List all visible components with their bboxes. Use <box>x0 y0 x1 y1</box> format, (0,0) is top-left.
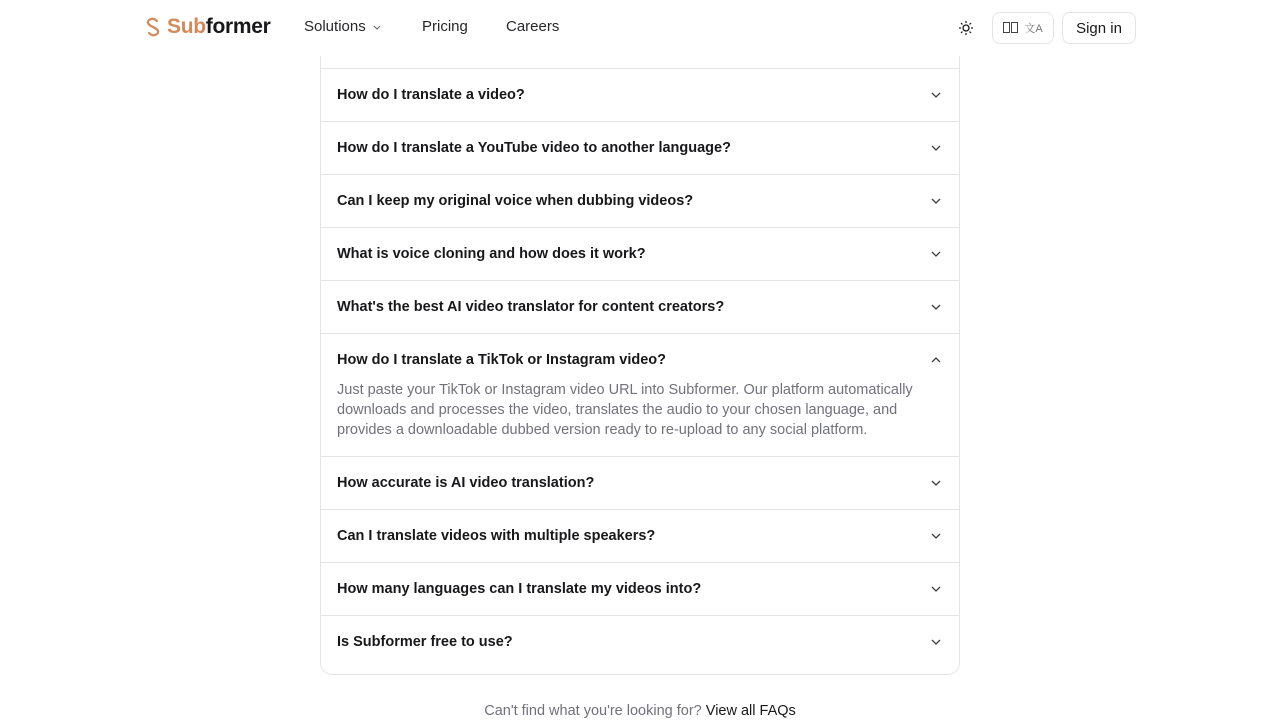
language-button[interactable] <box>992 12 1054 44</box>
faq-question-button[interactable] <box>321 175 959 227</box>
faq-question: How do I translate a video? <box>337 87 525 103</box>
faq-accordion <box>320 56 960 675</box>
faq-question-button[interactable] <box>321 510 959 562</box>
chevron-down-icon <box>929 529 943 543</box>
faq-question: What is voice cloning and how does it work? <box>337 246 646 262</box>
faq-question: How do I translate a TikTok or Instagram video? <box>337 352 667 368</box>
faq-question: What's the best AI video translator for content creators? <box>337 299 725 315</box>
faq-question: Can I translate videos with multiple speakers? <box>337 528 656 544</box>
faq-item <box>321 121 959 174</box>
faq-item <box>321 562 959 615</box>
faq-item <box>321 456 959 509</box>
faq-question: Can I keep my original voice when dubbing videos? <box>337 193 694 209</box>
faq-question: How accurate is AI video translation? <box>337 475 595 491</box>
faq-question-button[interactable] <box>321 616 959 668</box>
flag-icon <box>1003 20 1019 37</box>
nav-careers[interactable]: Careers <box>506 18 560 35</box>
chevron-down-icon <box>929 194 943 208</box>
faq-footer: Can't find what you're looking for? View all FAQs <box>484 703 796 719</box>
faq-answer: Just paste your TikTok or Instagram video URL into Subformer. Our platform automatically downloads and processes the video, translates the audio to your chosen language, and provides a downloadable dubbed version ready to re-upload to any social platform. <box>337 382 913 438</box>
faq-question-button[interactable] <box>321 281 959 333</box>
faq-item <box>321 509 959 562</box>
sign-in-button[interactable]: Sign in <box>1062 12 1136 44</box>
sun-icon <box>958 20 974 36</box>
faq-question-button[interactable] <box>321 563 959 615</box>
faq-question-button[interactable] <box>321 457 959 509</box>
faq-item <box>321 615 959 668</box>
logo-icon <box>145 17 161 37</box>
faq-item <box>321 68 959 121</box>
faq-question: Is Subformer free to use? <box>337 634 513 650</box>
chevron-down-icon <box>929 476 943 490</box>
chevron-down-icon <box>929 88 943 102</box>
faq-item <box>321 333 959 456</box>
logo[interactable]: Sub former <box>145 15 270 39</box>
header <box>0 0 1280 56</box>
faq-question-button[interactable] <box>321 228 959 280</box>
faq-item <box>321 280 959 333</box>
chevron-down-icon <box>929 300 943 314</box>
faq-item <box>321 174 959 227</box>
nav-pricing[interactable]: Pricing <box>422 18 468 35</box>
chevron-down-icon <box>929 247 943 261</box>
faq-question: How do I translate a YouTube video to another language? <box>337 140 731 156</box>
translate-icon: 文A <box>1024 23 1043 35</box>
faq-question-button[interactable] <box>321 69 959 121</box>
theme-toggle-button[interactable] <box>950 12 982 44</box>
faq-item <box>321 227 959 280</box>
chevron-down-icon <box>929 141 943 155</box>
faq-question: How many languages can I translate my videos into? <box>337 581 702 597</box>
nav-solutions[interactable]: Solutions <box>304 18 382 35</box>
chevron-down-icon <box>929 582 943 596</box>
faq-question-button[interactable] <box>321 122 959 174</box>
view-all-faqs-link[interactable]: View all FAQs <box>705 703 796 719</box>
chevron-up-icon <box>929 353 943 367</box>
faq-partial-row <box>321 56 959 68</box>
chevron-down-icon <box>372 22 382 32</box>
faq-question-button[interactable] <box>321 334 959 386</box>
chevron-down-icon <box>929 635 943 649</box>
